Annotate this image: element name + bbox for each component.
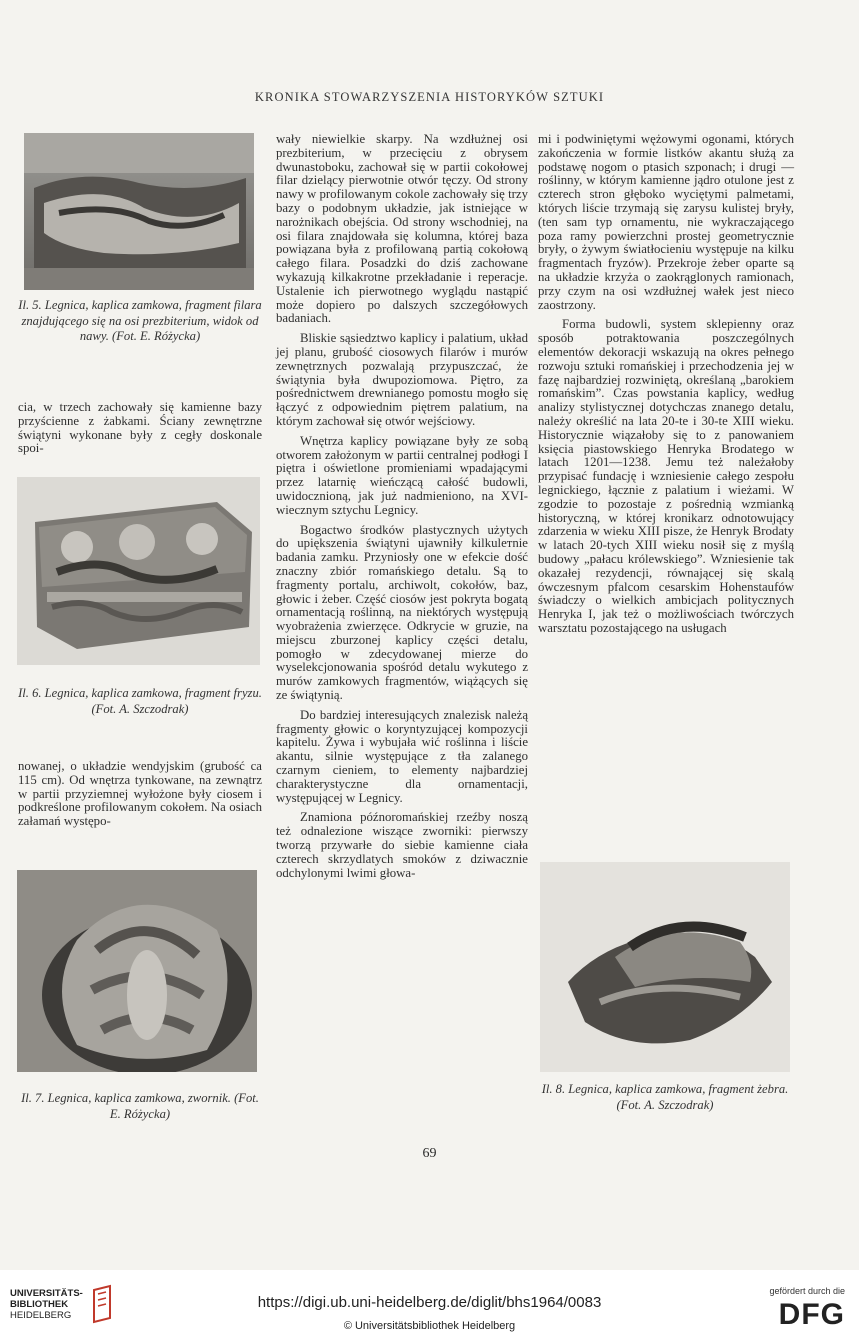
paragraph: Bogactwo środków plastycznych użytych do upiększenia świątyni ujawniły kilkulетnie badania zamku. Przyniosły one w efekcie dość znaczny zbiór romańskiego detalu. Są to fragmenty portalu, archiwolt, cokołów, baz, głowic i żeber. Część ciosów jest pokryta bogatą ornamentacją roślinną, na niektórych występują wyobrażenia zwierzęce. Odkrycie w gruzie, na miejscu zburzonej kaplicy części detalu, pomogło w zdecydowanej mierze do wyselekcjonowania spośród detalu wykutego z murów zamkowych fragmentów, wiążących się ze świątynią.	[276, 522, 528, 703]
viewer-footer	[0, 1270, 859, 1344]
dfg-wordmark: DFG	[778, 1298, 845, 1331]
figure-6-caption: Il. 6. Legnica, kaplica zamkowa, fragment fryzu. (Fot. A. Szczodrak)	[18, 686, 262, 716]
page-number: 69	[422, 1146, 437, 1161]
library-name-line2: BIBLIOTHEK	[10, 1299, 69, 1310]
paragraph: Bliskie sąsiedztwo kaplicy i palatium, układ jej planu, grubość ciosowych filarów i murów zewnętrznych pozwalają przypuszczać, że świątynia była dwupoziomowa. Piętro, za pośrednictwem drewnianego pomostu mogło się łączyć z odpowiednim piętrem palatium, na którym zachował się otwór wejściowy.	[276, 331, 528, 428]
paragraph: Do bardziej interesujących znalezisk należą fragmenty głowic o koryntyzującej kompozycji kapitelu. Żywa i wybujała wić roślinna i liście akantu, silnie występujące z tła zalanego czarnym cieniem, to elementy najbardziej charakterystyczne dla ornamentacji, występującej w Legnicy.	[276, 707, 528, 805]
dfg-funding-label: gefördert durch die	[769, 1286, 845, 1296]
figure-6-photo	[17, 477, 260, 665]
running-header: KRONIKA STOWARZYSZENIA HISTORYKÓW SZTUKI	[254, 90, 605, 104]
figure-5-caption: Il. 5. Legnica, kaplica zamkowa, fragment filara znajdującego się na osi prezbiterium, widok od nawy. (Fot. E. Różycka)	[18, 298, 262, 343]
copyright-notice: © Universitätsbibliothek Heidelberg	[343, 1320, 516, 1332]
library-name-line3: HEIDELBERG	[10, 1310, 72, 1321]
figure-7-photo	[17, 870, 257, 1072]
paragraph: Znamiona późnoromańskiej rzeźby noszą też odnalezione wiszące zworniki: pierwszy tworzą przywarłe do siebie kamienne ciała czterech skrzydlatych smoków z dziwacznie odchylonymi lwimi głowa-	[276, 810, 528, 880]
paragraph: Wnętrza kaplicy powiązane były ze sobą otworem założonym w partii centralnej podłogi I piętra i oświetlone promieniami wpadającymi przez latarnię wieńczącą całość budowli, uwidocznioną, jak już nadmieniono, na XVI-wiecznym sztychu Legnicy.	[276, 433, 528, 517]
right-column	[538, 133, 794, 642]
left-column-text-1	[18, 401, 262, 462]
figure-8-photo	[540, 862, 790, 1072]
paragraph: mi i podwiniętymi wężowymi ogonami, których zakończenia w formie listków akantu służą za podstawę nogom o ptasich szponach; i drugi — roślinny, w którym kamienne jądro otulone jest z czterech stron głęboko wyciętymi palmetami, których liście trzymają się zarysu kulistej bryły, (ten sam typ ornamentu, nie wykraczającego poza ramy powierzchni prostej geometrycznie bryły, o żywym światłocieniu występuje na kilku fragmentach fryzów). Przekroje żeber oparte są na układzie krzyża o zaokrąglonych ramionach, przy czym na osi wzdłużnej wałek jest nieco zaostrzony.	[538, 132, 794, 312]
library-name-line1: UNIVERSITÄTS-	[10, 1288, 83, 1299]
paragraph: Forma budowli, system sklepienny oraz sposób potraktowania poszczególnych elementów dekoracji wskazują na okres pełnego rozwoju sztuki romańskiej i przechodzenia jej w fazę najbardziej rozwiniętą, określaną „barokiem romańskim”. Czas powstania kaplicy, według analizy stylistycznej dotychczas znanego detalu, należy określić na lata 20-te i 30-te XIII wieku. Historycznie wiązałoby się to z panowaniem księcia piastowskiego Henryka Brodatego w latach 1201—1238. Jemu też należałoby przypisać fundację i wzniesienie całego zespołu legnickiego, łącznie z palatium i wieżami. W zgodzie to pozostaje z pośrednią wzmianką historyczną, w której kronikarz odnotowujący zdarzenia w wieku XIII pisze, że Henryk Brodaty w latach 20-tych XIII wieku nosił się z myślą budowy „pałacu królewskiego”. Wzniesienie tak okazałej rezydencji, równającej się skalą ówczesnym pfalcom cesarskim Hohenstaufów świadczy o wielkich ambicjach politycznych Henryka I, jak też o możliwościach twórczych warsztatu pozostającego na usługach	[538, 317, 794, 635]
figure-8-caption: Il. 8. Legnica, kaplica zamkowa, fragment żebra. (Fot. A. Szczodrak)	[541, 1082, 789, 1112]
figure-5-photo	[24, 133, 254, 290]
paragraph: nowanej, o układzie wendyjskim (grubość ca 115 cm). Od wnętrza tynkowane, na zewnątrz w partii przyziemnej wyłożone były ciosem i podkreślone profilowanym cokołem. Na osiach załamań występo-	[18, 759, 262, 829]
paragraph: wały niewielkie skarpy. Na wzdłużnej osi prezbiterium, w przecięciu z obrysem dwunastoboku, zachował się w partii cokołowej filar dzielący pierwotnie otwór tęczy. Od strony nawy w profilowanym cokole zachowały się trzy bazy o podobnym układzie, jak istniejące w narożnikach obejścia. Od strony wschodniej, na osi filara znajdowała się kolumna, której baza powiązana była z profilowaną partią cokołową całego filara. Posadzki do dziś zachowane wykazują kilkakrotne przekładanie i reperacje. Ustalenie ich pierwotnego wyglądu nastąpić może dopiero po dalszych szczegółowych badaniach.	[276, 132, 528, 326]
paragraph: cia, w trzech zachowały się kamienne bazy przyścienne z żabkami. Ściany zewnętrzne świątyni wykonane były z cegły doskonale spoi-	[18, 400, 262, 456]
left-column-text-2	[18, 760, 262, 835]
middle-column	[276, 133, 528, 886]
document-url-link[interactable]: https://digi.ub.uni-heidelberg.de/diglit/bhs1964/0083	[257, 1294, 602, 1311]
figure-7-caption: Il. 7. Legnica, kaplica zamkowa, zwornik. (Fot. E. Różycka)	[21, 1091, 259, 1121]
dfg-logo[interactable]	[769, 1286, 845, 1332]
